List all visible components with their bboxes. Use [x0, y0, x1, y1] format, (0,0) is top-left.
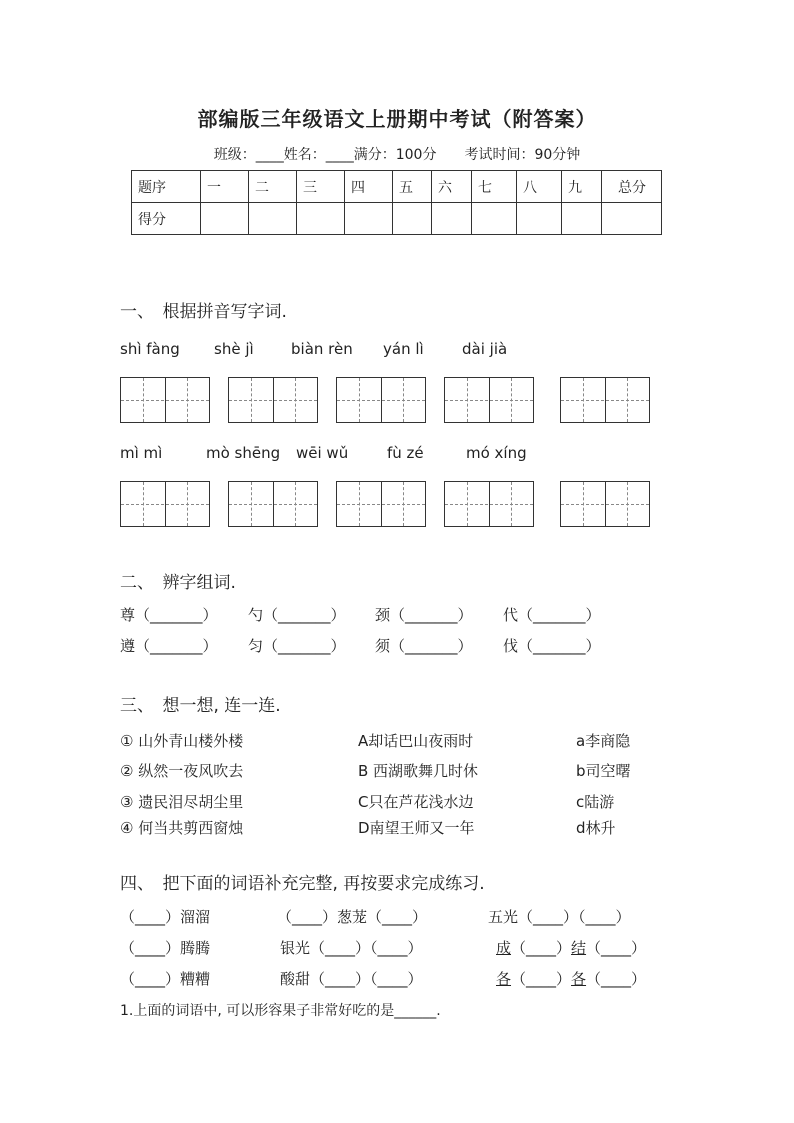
question-text: 1.上面的词语中, 可以形容果子非常好吃的是______.: [120, 1003, 441, 1019]
section-4-heading: 四、 把下面的词语补充完整, 再按要求完成练习.: [120, 874, 485, 894]
char: 各: [496, 970, 512, 988]
table-cell: 总分: [602, 171, 662, 203]
writing-grid[interactable]: [336, 377, 426, 423]
word-blank[interactable]: 须（_______）: [375, 637, 473, 655]
table-cell: 一: [201, 171, 249, 203]
table-cell[interactable]: [432, 203, 472, 235]
pinyin-label: mó xíng: [466, 444, 527, 462]
table-cell: 二: [249, 171, 297, 203]
word-blank[interactable]: [496, 968, 646, 989]
poem-line: ② 纵然一夜风吹去: [120, 762, 244, 780]
writing-grid[interactable]: [560, 481, 650, 527]
poet-name: d林升: [576, 819, 616, 837]
writing-grid[interactable]: [228, 377, 318, 423]
poem-line: D南望王师又一年: [358, 819, 475, 837]
word-blank[interactable]: 五光（____）（____）: [488, 908, 631, 926]
word-blank[interactable]: 伐（_______）: [503, 637, 601, 655]
blank[interactable]: （____）: [511, 970, 572, 988]
word-blank[interactable]: （____）葱茏（____）: [277, 908, 428, 926]
word-blank[interactable]: 匀（_______）: [248, 637, 346, 655]
word-blank[interactable]: （____）糟糟: [120, 970, 211, 988]
poem-line: ① 山外青山楼外楼: [120, 732, 244, 750]
pinyin-label: fù zé: [387, 444, 424, 462]
word-blank[interactable]: 酸甜（____）（____）: [280, 970, 423, 988]
blank[interactable]: （____）: [511, 939, 572, 957]
table-row: [132, 203, 662, 235]
writing-grid[interactable]: [444, 377, 534, 423]
table-cell[interactable]: [602, 203, 662, 235]
word-blank[interactable]: 勺（_______）: [248, 606, 346, 624]
table-cell: 四: [345, 171, 393, 203]
table-cell: 七: [472, 171, 517, 203]
blank[interactable]: （____）: [586, 970, 647, 988]
word-blank[interactable]: 银光（____）（____）: [280, 939, 423, 957]
table-cell[interactable]: [345, 203, 393, 235]
pinyin-label: shè jì: [214, 340, 254, 358]
writing-grid[interactable]: [336, 481, 426, 527]
section-1-heading: 一、 根据拼音写字词.: [120, 302, 287, 322]
word-blank[interactable]: 遵（_______）: [120, 637, 218, 655]
poem-line: ④ 何当共剪西窗烛: [120, 819, 244, 837]
pinyin-label: biàn rèn: [291, 340, 353, 358]
writing-grid[interactable]: [120, 377, 210, 423]
table-cell: 五: [393, 171, 432, 203]
writing-grid[interactable]: [120, 481, 210, 527]
char: 结: [571, 939, 587, 957]
word-blank[interactable]: 尊（_______）: [120, 606, 218, 624]
char: 成: [496, 939, 512, 957]
word-blank[interactable]: 颈（_______）: [375, 606, 473, 624]
section-2-heading: 二、 辨字组词.: [120, 573, 236, 593]
writing-grid[interactable]: [560, 377, 650, 423]
word-blank[interactable]: [496, 937, 646, 958]
poem-line: ③ 遗民泪尽胡尘里: [120, 793, 244, 811]
pinyin-label: yán lì: [383, 340, 424, 358]
table-cell[interactable]: [517, 203, 562, 235]
exam-info: 班级：____姓名：____满分：100分 考试时间：90分钟: [213, 147, 581, 163]
table-cell[interactable]: [562, 203, 602, 235]
char: 各: [571, 970, 587, 988]
poet-name: a李商隐: [576, 732, 631, 750]
poem-line: A却话巴山夜雨时: [358, 732, 474, 750]
poem-line: C只在芦花浅水边: [358, 793, 474, 811]
word-blank[interactable]: 代（_______）: [503, 606, 601, 624]
pinyin-label: mì mì: [120, 444, 163, 462]
pinyin-label: shì fàng: [120, 340, 180, 358]
table-cell[interactable]: [297, 203, 345, 235]
pinyin-label: wēi wǔ: [296, 444, 349, 462]
table-cell: 得分: [132, 203, 201, 235]
table-row: [132, 171, 662, 203]
poet-name: c陆游: [576, 793, 615, 811]
table-cell: 八: [517, 171, 562, 203]
table-cell[interactable]: [249, 203, 297, 235]
section-3-heading: 三、 想一想, 连一连.: [120, 696, 281, 716]
word-blank[interactable]: （____）溜溜: [120, 908, 211, 926]
writing-grid[interactable]: [228, 481, 318, 527]
pinyin-label: dài jià: [462, 340, 508, 358]
poem-line: B 西湖歌舞几时休: [358, 762, 479, 780]
score-table: [131, 170, 662, 235]
poet-name: b司空曙: [576, 762, 631, 780]
table-cell[interactable]: [472, 203, 517, 235]
writing-grid[interactable]: [444, 481, 534, 527]
page-title: 部编版三年级语文上册期中考试（附答案）: [197, 107, 597, 131]
pinyin-label: mò shēng: [206, 444, 281, 462]
word-blank[interactable]: （____）腾腾: [120, 939, 211, 957]
table-cell: 题序: [132, 171, 201, 203]
table-cell: 六: [432, 171, 472, 203]
table-cell: 九: [562, 171, 602, 203]
table-cell: 三: [297, 171, 345, 203]
blank[interactable]: （____）: [586, 939, 647, 957]
table-cell[interactable]: [201, 203, 249, 235]
table-cell[interactable]: [393, 203, 432, 235]
